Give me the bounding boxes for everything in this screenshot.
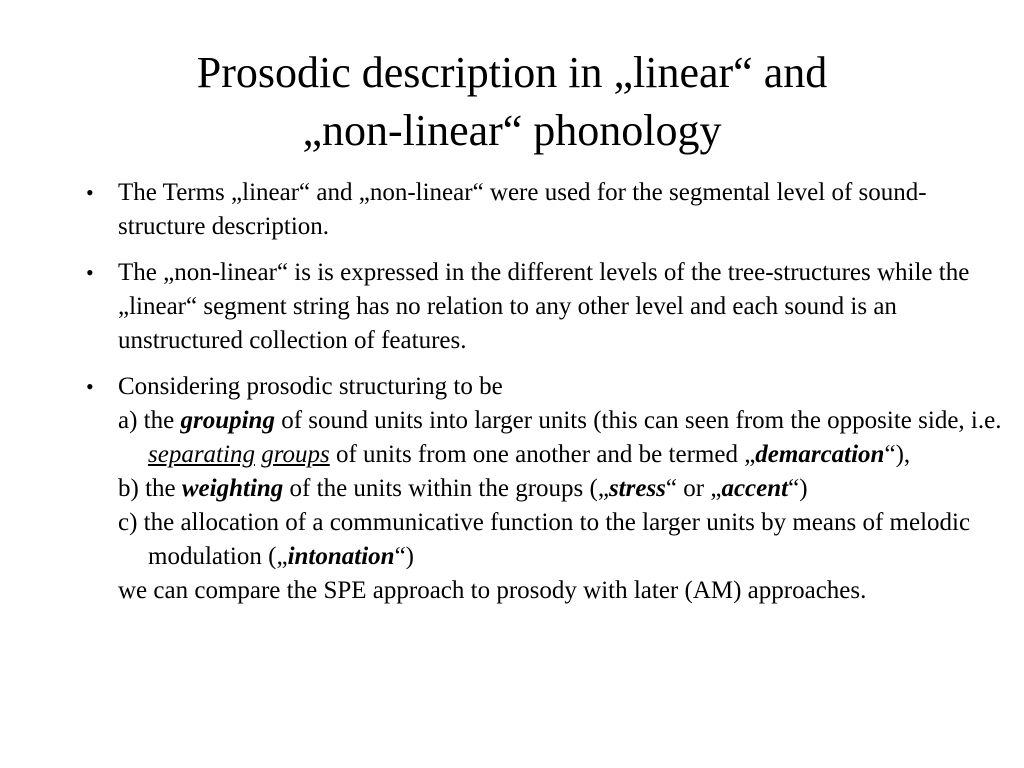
bullet-list <box>84 176 1004 620</box>
sub-item-b-text-2: “ or „ <box>665 475 722 502</box>
sub-item-b-text-1: of the units within the groups („ <box>283 475 609 502</box>
sub-item-a-suffix: “), <box>884 441 911 468</box>
term-weighting: weighting <box>181 475 284 502</box>
sub-item-a-prefix: a) the <box>118 407 181 434</box>
sub-item-b <box>118 472 1004 506</box>
bullet-icon: • <box>86 374 94 399</box>
term-groups: groups <box>261 441 330 468</box>
bullet-text: The „non-linear“ is is expressed in the different levels of the tree-structures while the „linear“ segment string has no relation to any other level and each sound is an unstructured collection of features. <box>118 259 970 354</box>
term-separating: separating <box>148 441 255 468</box>
sub-item-c-suffix: “) <box>394 543 414 570</box>
sub-item-b-prefix: b) the <box>118 475 182 502</box>
bullet-intro-text: Considering prosodic structuring to be <box>118 373 503 400</box>
bullet-text: The Terms „linear“ and „non-linear“ were used for the segmental level of sound-structure description. <box>118 179 927 240</box>
slide-title-line-1: Prosodic description in „linear“ and <box>196 48 828 97</box>
bullet-closing-text: we can compare the SPE approach to prosody with later (AM) approaches. <box>118 577 867 604</box>
term-accent: accent <box>721 475 789 502</box>
term-demarcation: demarcation <box>755 441 885 468</box>
sub-item-c <box>118 506 1004 574</box>
bullet-item-non-linear <box>84 256 1004 358</box>
bullet-item-terms <box>84 176 1004 244</box>
sub-item-a-text-1: of sound units into larger units (this can seen from the opposite side, i.e. <box>274 407 1002 434</box>
bullet-icon: • <box>86 260 94 285</box>
slide-title-line-2: „non-linear“ phonology <box>302 106 722 155</box>
term-stress: stress <box>608 475 666 502</box>
sub-item-c-prefix: c) the allocation of a communicative function to the larger units by means of melodic modulation („ <box>118 509 971 570</box>
term-grouping: grouping <box>180 407 275 434</box>
bullet-item-prosodic-structuring <box>84 370 1004 608</box>
bullet-icon: • <box>86 180 94 205</box>
slide-title <box>0 44 1024 160</box>
sub-item-a-text-2: of units from one another and be termed „ <box>329 441 756 468</box>
term-intonation: intonation <box>287 543 395 570</box>
sub-item-b-suffix: “) <box>788 475 808 502</box>
sub-item-a <box>118 404 1004 472</box>
